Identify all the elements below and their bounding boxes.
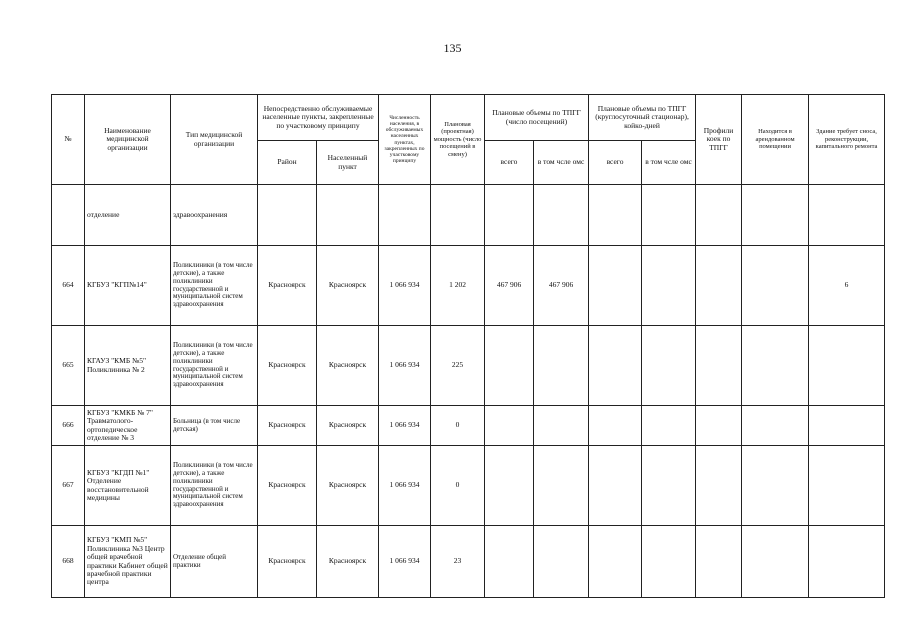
row-org-type: Поликлиники (в том числе детские), а также поликлиники государственной и муниципальной систем здравоохранения [171, 446, 258, 526]
row-beds-oms [642, 446, 696, 526]
continuation-org-name: отделение [85, 185, 171, 246]
row-rented [742, 326, 809, 406]
row-org-type: Поликлиники (в том числе детские), а также поликлиники государственной и муниципальной систем здравоохранения [171, 246, 258, 326]
row-org-type: Отделение общей практики [171, 526, 258, 598]
row-beds-total [589, 326, 642, 406]
row-population: 1 066 934 [379, 406, 431, 446]
row-repair [809, 446, 885, 526]
table-row [52, 526, 885, 598]
row-repair [809, 526, 885, 598]
row-beds-total [589, 526, 642, 598]
row-visits-total [485, 326, 534, 406]
header-capacity: Плановая (проектная) мощность (число посещений в смену) [431, 95, 485, 185]
header-district: Район [258, 141, 317, 185]
header-plan-beds: Плановые объемы по ТПГГ (круглосуточный стационар), койко-дней [589, 95, 696, 141]
row-visits-oms [534, 326, 589, 406]
row-settlement: Красноярск [317, 246, 379, 326]
header-profile-beds: Профили коек по ТПГГ [696, 95, 742, 185]
page-number: 135 [443, 41, 462, 55]
row-org-type: Больница (в том числе детская) [171, 406, 258, 446]
row-rented [742, 406, 809, 446]
row-org-name: КГБУЗ "КМП №5" Поликлиника №3 Центр общей врачебной практики Кабинет общей врачебной практики центра [85, 526, 171, 598]
row-num: 667 [52, 446, 85, 526]
row-rented [742, 246, 809, 326]
row-repair [809, 406, 885, 446]
row-capacity: 225 [431, 326, 485, 406]
row-beds-total [589, 406, 642, 446]
row-capacity: 23 [431, 526, 485, 598]
row-org-type: Поликлиники (в том числе детские), а также поликлиники государственной и муниципальной систем здравоохранения [171, 326, 258, 406]
row-visits-oms [534, 526, 589, 598]
row-beds-total [589, 246, 642, 326]
header-beds-oms: в том чсле омс [642, 141, 696, 185]
header-org-name: Наименование медицинской организации [85, 95, 171, 185]
header-settlement: Населенный пункт [317, 141, 379, 185]
row-org-name: КГБУЗ "КГДП №1" Отделение восстановительной медицины [85, 446, 171, 526]
row-beds-oms [642, 526, 696, 598]
row-capacity: 1 202 [431, 246, 485, 326]
row-beds-oms [642, 246, 696, 326]
header-rented: Находится в арендованном помещении [742, 95, 809, 185]
row-profile [696, 526, 742, 598]
row-num: 666 [52, 406, 85, 446]
header-direct-served: Непосредственно обслуживаемые населенные пункты, закрепленные по участковому принципу [258, 95, 379, 141]
row-population: 1 066 934 [379, 246, 431, 326]
row-population: 1 066 934 [379, 526, 431, 598]
row-profile [696, 326, 742, 406]
facilities-table [51, 94, 885, 598]
row-population: 1 066 934 [379, 446, 431, 526]
row-visits-oms [534, 406, 589, 446]
row-district: Красноярск [258, 246, 317, 326]
table-row [52, 406, 885, 446]
continuation-row [52, 185, 885, 246]
row-visits-total [485, 526, 534, 598]
table-row [52, 326, 885, 406]
row-visits-oms [534, 446, 589, 526]
table-row [52, 446, 885, 526]
row-district: Красноярск [258, 326, 317, 406]
header-visits-total: всего [485, 141, 534, 185]
row-settlement: Красноярск [317, 406, 379, 446]
row-settlement: Красноярск [317, 446, 379, 526]
row-org-name: КГАУЗ "КМБ №5" Поликлиника № 2 [85, 326, 171, 406]
header-beds-total: всего [589, 141, 642, 185]
row-district: Красноярск [258, 406, 317, 446]
row-visits-total [485, 406, 534, 446]
header-num: № [52, 95, 85, 185]
row-profile [696, 246, 742, 326]
continuation-org-type: здравоохранения [171, 185, 258, 246]
row-visits-oms: 467 906 [534, 246, 589, 326]
header-repair: Здание требует сноса, реконструкции, капитального ремонта [809, 95, 885, 185]
header-row-1 [52, 95, 885, 141]
row-num: 665 [52, 326, 85, 406]
row-repair: 6 [809, 246, 885, 326]
row-population: 1 066 934 [379, 326, 431, 406]
row-visits-total [485, 446, 534, 526]
row-num: 664 [52, 246, 85, 326]
row-beds-oms [642, 406, 696, 446]
table-row [52, 246, 885, 326]
row-capacity: 0 [431, 406, 485, 446]
row-profile [696, 406, 742, 446]
row-district: Красноярск [258, 446, 317, 526]
row-settlement: Красноярск [317, 326, 379, 406]
row-rented [742, 446, 809, 526]
header-plan-visits: Плановые объемы по ТПГГ (число посещений) [485, 95, 589, 141]
row-capacity: 0 [431, 446, 485, 526]
row-beds-oms [642, 326, 696, 406]
header-visits-oms: в том чсле омс [534, 141, 589, 185]
header-org-type: Тип медицинской организации [171, 95, 258, 185]
row-org-name: КГБУЗ "КГП№14" [85, 246, 171, 326]
row-org-name: КГБУЗ "КМКБ № 7" Травматолого-ортопедическое отделение № 3 [85, 406, 171, 446]
row-repair [809, 326, 885, 406]
row-rented [742, 526, 809, 598]
header-population: Численность населения, в обслуживаемых населенных пунктах, закрепленных по участковому принципу [379, 95, 431, 185]
row-settlement: Красноярск [317, 526, 379, 598]
row-district: Красноярск [258, 526, 317, 598]
row-beds-total [589, 446, 642, 526]
row-visits-total: 467 906 [485, 246, 534, 326]
row-num: 668 [52, 526, 85, 598]
row-profile [696, 446, 742, 526]
